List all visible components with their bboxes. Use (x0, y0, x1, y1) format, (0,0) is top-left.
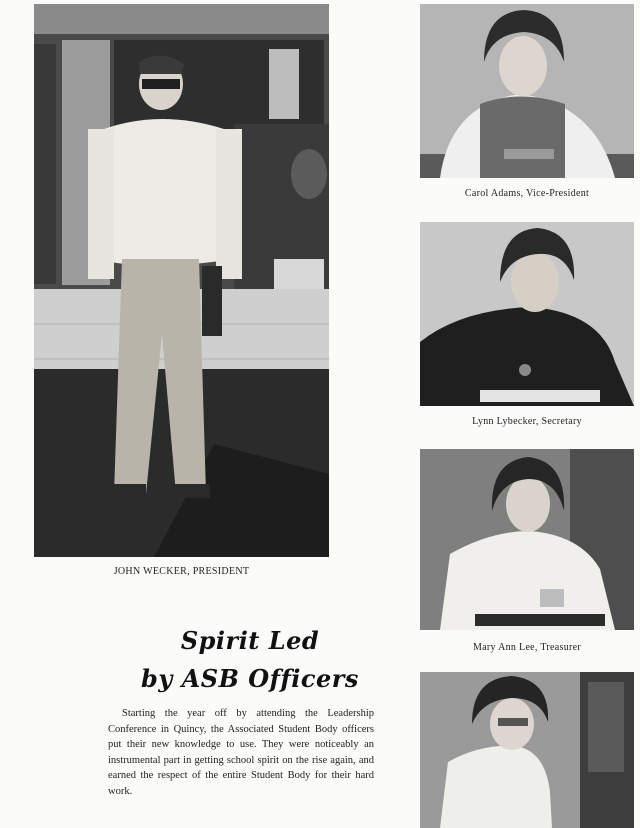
president-caption: JOHN WECKER, PRESIDENT (113, 566, 250, 577)
headline-line-1: Spirit Led (180, 626, 320, 655)
secretary-photo (420, 222, 634, 406)
secretary-caption: Lynn Lybecker, Secretary (472, 416, 582, 427)
article-body: Starting the year off by attending the Leadership Conference in Quincy, the Associated Student Body officers put their new knowledge to use. They were noticeably an instrumental part in getting school spirit on the rise again, and earned the respect of the entire Student Body for their hard work. (108, 708, 374, 797)
headline-line-2: by ASB Officers (141, 664, 359, 693)
treasurer-caption: Mary Ann Lee, Treasurer (473, 642, 581, 653)
president-photo (34, 4, 329, 557)
vice-president-photo (420, 4, 634, 178)
officer-photo-bottom (420, 672, 634, 828)
vice-president-caption: Carol Adams, Vice-President (464, 188, 590, 199)
treasurer-photo (420, 449, 634, 630)
